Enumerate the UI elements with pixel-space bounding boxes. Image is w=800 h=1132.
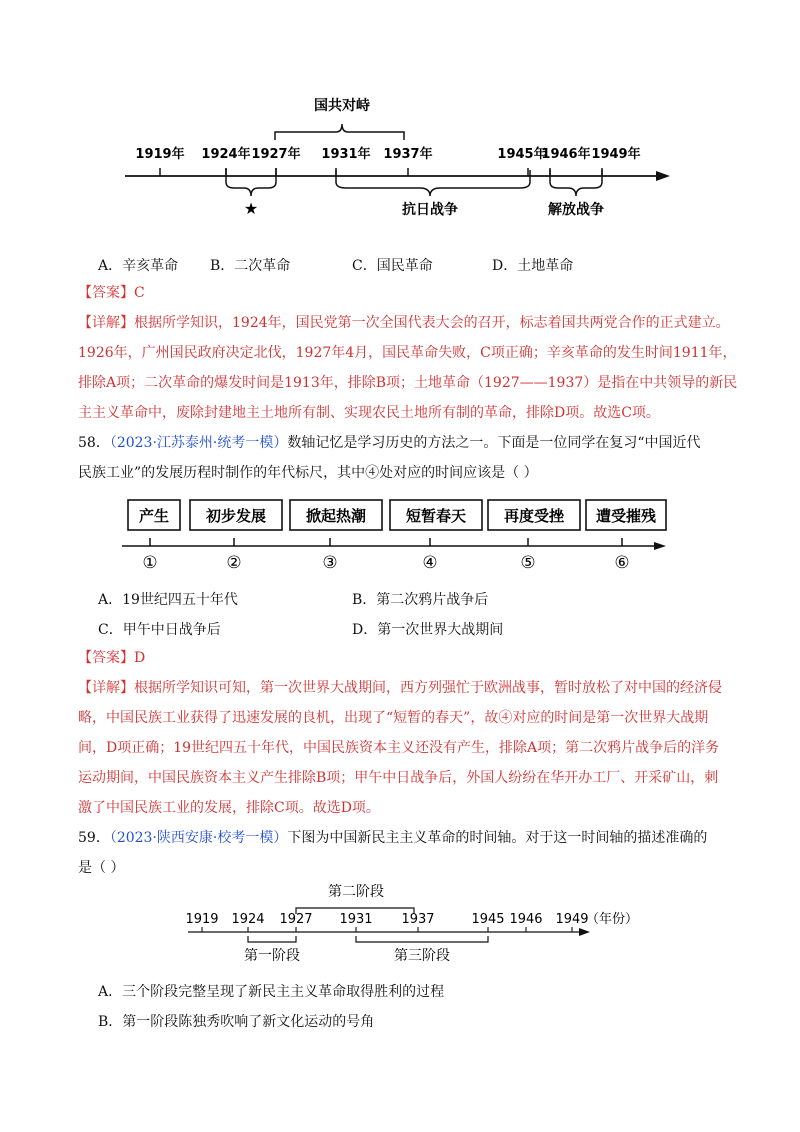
q58-option-d: D．第一次世界大战期间 [352, 622, 504, 638]
q58-option-c: C．甲午中日战争后 [98, 622, 221, 638]
q58-box-4 [390, 500, 482, 530]
q57-year-1946: 1946年 [541, 147, 591, 162]
q58-explain-line-5: 激了中国民族工业的发展，排除C项。故选D项。 [78, 800, 380, 816]
q58-explain-line-3: 间，D项正确；19世纪四五十年代，中国民族资本主义还没有产生，排除A项；第二次鸦片战争后的洋务 [78, 740, 720, 756]
q58-answer-tag: 【答案】 [78, 650, 134, 666]
q58-explain-line-2: 略，中国民族工业获得了迅速发展的良机，出现了“短暂的春天”，故④对应的时间是第一次世界大战期 [78, 710, 709, 726]
q57-year-1937: 1937年 [383, 147, 433, 162]
q57-answer-value: C [134, 285, 145, 301]
q59-year-1919: 1919 [185, 912, 219, 927]
q58-explain-tag: 【详解】 [78, 680, 134, 696]
q59-stage2-label: 第二阶段 [328, 884, 384, 900]
svg-text:掀起热潮: 掀起热潮 [305, 507, 367, 525]
q57-year-1945: 1945年 [497, 147, 547, 162]
q59-stage1-label: 第一阶段 [244, 948, 300, 964]
q58-mark-2: ② [226, 553, 242, 573]
q57-option-d: D．土地革命 [492, 258, 574, 274]
q59-number: 59． [78, 830, 110, 846]
q58-explain-line-1 [78, 678, 738, 698]
q59-year-1937: 1937 [401, 912, 435, 927]
q58-stem-text-1: 数轴记忆是学习历史的方法之一。下面是一位同学在复习“中国近代 [287, 435, 701, 451]
q58-box-5 [488, 500, 580, 530]
q58-source: （2023·江苏泰州·统考一模） [109, 435, 288, 451]
q58-option-a: A．19世纪四五十年代 [98, 592, 238, 608]
q59-year-1924: 1924 [231, 912, 265, 927]
q59-source: （2023·陕西安康·校考一模） [109, 830, 288, 846]
q58-answer [78, 648, 738, 668]
q58-box-1 [128, 500, 180, 530]
q58-box-2 [190, 500, 282, 530]
q57-explain-tag: 【详解】 [78, 315, 134, 331]
q59-year-1946: 1946 [509, 912, 543, 927]
q58-explain-line-4: 运动期间，中国民族资本主义产生排除B项；甲午中日战争后，外国人纷纷在华开办工厂、开采矿山，刺 [78, 770, 719, 786]
q57-star: ★ [243, 199, 259, 218]
q58-mark-6: ⑥ [614, 553, 630, 573]
q58-timeline-figure [110, 492, 670, 578]
svg-text:初步发展: 初步发展 [205, 507, 267, 525]
q57-explain-line-2: 1926年，广州国民政府决定北伐，1927年4月，国民革命失败，C项正确；辛亥革命的发生时间1911年， [78, 345, 737, 361]
q57-option-a: A．辛亥革命 [98, 258, 179, 274]
q58-mark-1: ① [142, 553, 158, 573]
q59-timeline-figure [180, 876, 650, 972]
svg-text:遭受摧残: 遭受摧残 [595, 507, 657, 525]
q57-explain-line-1 [78, 313, 738, 333]
q57-timeline-figure [110, 88, 690, 238]
q57-year-1927: 1927年 [251, 147, 301, 162]
q57-top-label: 国共对峙 [314, 98, 370, 114]
q59-stage3-label: 第三阶段 [394, 948, 450, 964]
q58-mark-4: ④ [422, 553, 438, 573]
q57-year-1924: 1924年 [201, 147, 251, 162]
svg-text:产生: 产生 [138, 507, 170, 525]
q58-number: 58． [78, 435, 110, 451]
q58-answer-value: D [134, 650, 146, 666]
q58-box-3 [290, 500, 382, 530]
q59-option-a: A．三个阶段完整呈现了新民主主义革命取得胜利的过程 [98, 984, 445, 1000]
q57-bottom-label-2: 解放战争 [548, 202, 604, 218]
q58-mark-3: ③ [322, 553, 338, 573]
q59-year-1927: 1927 [279, 912, 313, 927]
svg-text:再度受挫: 再度受挫 [503, 507, 565, 525]
q57-explain-line-4: 主主义革命中，废除封建地主土地所有制、实现农民土地所有制的革命，排除D项。故选C项。 [78, 405, 660, 421]
q58-stem-line-1 [78, 433, 738, 453]
q57-explain-text-1: 根据所学知识，1924年，国民党第一次全国代表大会的召开，标志着国共两党合作的正式建立。 [134, 315, 730, 331]
q57-explain-line-3: 排除A项；二次革命的爆发时间是1913年，排除B项；土地革命（1927——1937）是指在中共领导的新民 [78, 375, 738, 391]
q57-option-c: C．国民革命 [352, 258, 433, 274]
svg-text:短暂春天: 短暂春天 [405, 507, 467, 525]
q58-stem-line-2: 民族工业”的发展历程时制作的年代标尺，其中④处对应的时间应该是（ ） [78, 465, 538, 481]
q58-explain-text-1: 根据所学知识可知，第一次世界大战期间，西方列强忙于欧洲战事，暂时放松了对中国的经济侵 [134, 680, 722, 696]
q59-stem-line-1 [78, 828, 738, 848]
q57-year-1931: 1931年 [321, 147, 371, 162]
q59-unit-label: （年份） [585, 912, 639, 927]
q59-year-1945: 1945 [471, 912, 505, 927]
q59-stem-line-2: 是（ ） [78, 860, 125, 876]
q57-year-1919: 1919年 [135, 147, 185, 162]
q59-stem-text-1: 下图为中国新民主主义革命的时间轴。对于这一时间轴的描述准确的 [287, 830, 708, 846]
q59-year-1931: 1931 [339, 912, 373, 927]
q59-option-b: B．第一阶段陈独秀吹响了新文化运动的号角 [98, 1014, 375, 1030]
q59-year-1949: 1949 [555, 912, 589, 927]
q57-answer [78, 283, 738, 303]
q57-option-b: B．二次革命 [210, 258, 291, 274]
q57-year-1949: 1949年 [591, 147, 641, 162]
q58-box-6 [586, 500, 666, 530]
q58-mark-5: ⑤ [520, 553, 536, 573]
q57-answer-tag: 【答案】 [78, 285, 134, 301]
q57-bottom-label-1: 抗日战争 [402, 202, 458, 218]
q58-option-b: B．第二次鸦片战争后 [352, 592, 489, 608]
